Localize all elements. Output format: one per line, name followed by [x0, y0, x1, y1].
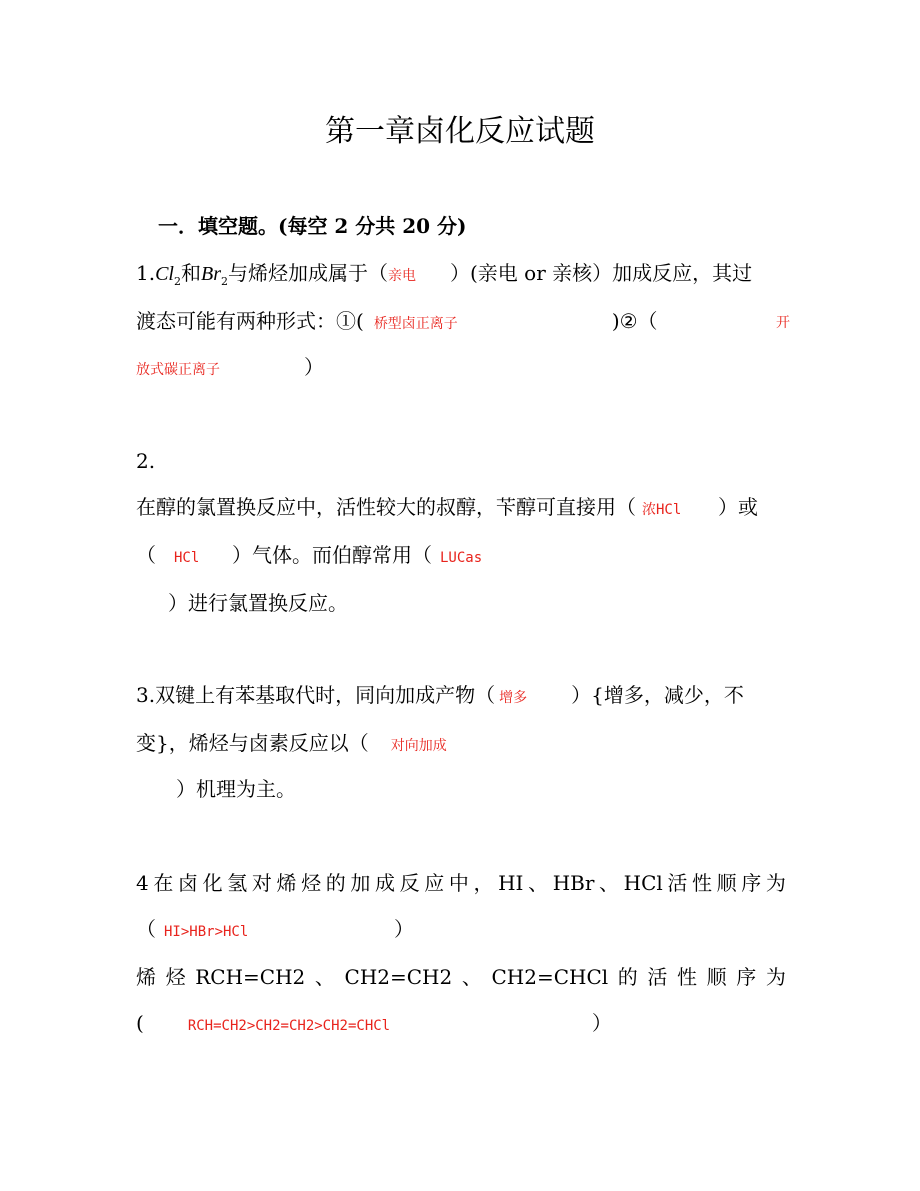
q1-text: )②（ — [611, 309, 658, 333]
q4-text: ） — [591, 1011, 612, 1035]
q4-word: CH2=CHCl — [491, 965, 609, 989]
q4-line-1 — [136, 870, 786, 896]
answer-blank[interactable]: HI>HBr>HCl — [164, 924, 249, 940]
q4-word: 、 — [314, 965, 335, 989]
q4-text: （ — [136, 917, 156, 941]
q4-word: 、 — [528, 871, 549, 895]
q1-number: 1. — [136, 261, 156, 285]
q1-text: 渡态可能有两种形式：①( — [136, 309, 364, 333]
q3-text: 变}，烯烃与卤素反应以（ — [136, 731, 369, 755]
q4-line-3 — [136, 964, 786, 990]
q4-word: HBr — [552, 871, 595, 895]
q4-word: 、 — [599, 871, 620, 895]
q4-word: CH2=CH2 — [344, 965, 453, 989]
q3-text: 3.双键上有苯基取代时，同向加成产物（ — [136, 683, 496, 707]
q4-word: 为 — [765, 871, 786, 895]
q4-line-2 — [136, 916, 414, 945]
q4-word: RCH=CH2 — [195, 965, 306, 989]
answer-blank[interactable]: 开 — [776, 315, 790, 331]
section-heading: 一．填空题。(每空 2 分共 20 分) — [158, 214, 467, 238]
q4-word: 的 — [617, 965, 638, 989]
answer-blank[interactable]: 浓HCl — [642, 502, 682, 518]
q1-line-3 — [136, 354, 324, 383]
q2-text: ）或 — [718, 495, 758, 519]
q2-line-2 — [136, 542, 482, 571]
q1-text: ）(亲电 or 亲核）加成反应，其过 — [450, 261, 753, 285]
q3-line-2 — [136, 730, 447, 759]
page-title: 第一章卤化反应试题 — [325, 114, 595, 149]
q4-word: 顺 — [716, 871, 737, 895]
q3-line-3: ）机理为主。 — [176, 777, 296, 801]
q2-line-3: ）进行氯置换反应。 — [168, 591, 348, 615]
answer-blank[interactable]: 桥型卤正离子 — [373, 316, 458, 332]
q4-word: 加 — [350, 871, 371, 895]
q4-word: 烃 — [165, 965, 186, 989]
q4-word: 在 — [153, 871, 174, 895]
q2-number: 2. — [136, 449, 156, 473]
q4-word: 中 — [448, 871, 469, 895]
q4-word: 序 — [741, 871, 762, 895]
q4-word: ， — [473, 871, 494, 895]
q1-line-1 — [136, 260, 752, 295]
q4-word: 对 — [251, 871, 272, 895]
q2-text: ）气体。而伯醇常用（ — [232, 543, 432, 567]
answer-blank[interactable]: RCH=CH2>CH2=CH2>CH2=CHCl — [187, 1018, 391, 1034]
q4-word: 卤 — [177, 871, 198, 895]
q2-text: 在醇的氯置换反应中，活性较大的叔醇，苄醇可直接用（ — [136, 495, 636, 519]
q3-text: ）{增多，减少，不 — [571, 683, 744, 707]
q4-word: 化 — [202, 871, 223, 895]
q4-word: 反 — [399, 871, 420, 895]
q4-word: 烃 — [301, 871, 322, 895]
cl-symbol: Cl — [155, 263, 174, 285]
q4-word: HI — [498, 871, 524, 895]
q1-text: 与烯烃加成属于（ — [228, 261, 388, 285]
q4-text: ( — [136, 1011, 144, 1035]
q1-text-and: 和 — [181, 261, 201, 285]
q4-word: 4 — [136, 871, 149, 895]
answer-blank[interactable]: 放式碳正离子 — [136, 362, 220, 378]
q4-word: 活 — [647, 965, 668, 989]
br-subscript: 2 — [221, 275, 228, 288]
q1-text: ） — [304, 355, 324, 379]
q4-word: HCl — [623, 871, 663, 895]
answer-blank[interactable]: 对向加成 — [390, 738, 447, 754]
q4-line-4 — [136, 1010, 612, 1039]
q4-word: 成 — [374, 871, 395, 895]
answer-blank[interactable]: LUCas — [440, 550, 483, 566]
q2-text: （ — [136, 543, 156, 567]
q3-line-1 — [136, 682, 744, 711]
q4-word: 烯 — [136, 965, 156, 989]
q4-word: 应 — [424, 871, 445, 895]
answer-blank[interactable]: 亲电 — [388, 268, 416, 284]
cl-subscript: 2 — [174, 275, 181, 288]
q1-line-2 — [136, 308, 796, 337]
answer-blank[interactable]: 增多 — [499, 690, 528, 706]
q4-word: 性 — [692, 871, 713, 895]
q4-word: 烯 — [276, 871, 297, 895]
answer-blank[interactable]: HCl — [174, 550, 200, 566]
q4-word: 活 — [667, 871, 688, 895]
q4-word: 为 — [765, 965, 786, 989]
q4-text: ） — [394, 917, 414, 941]
q4-word: 序 — [736, 965, 757, 989]
q4-word: 的 — [325, 871, 346, 895]
q4-word: 氢 — [227, 871, 248, 895]
br-symbol: Br — [201, 263, 221, 285]
q2-line-1 — [136, 494, 758, 523]
q4-word: 性 — [677, 965, 698, 989]
q4-word: 、 — [461, 965, 482, 989]
q4-word: 顺 — [706, 965, 727, 989]
